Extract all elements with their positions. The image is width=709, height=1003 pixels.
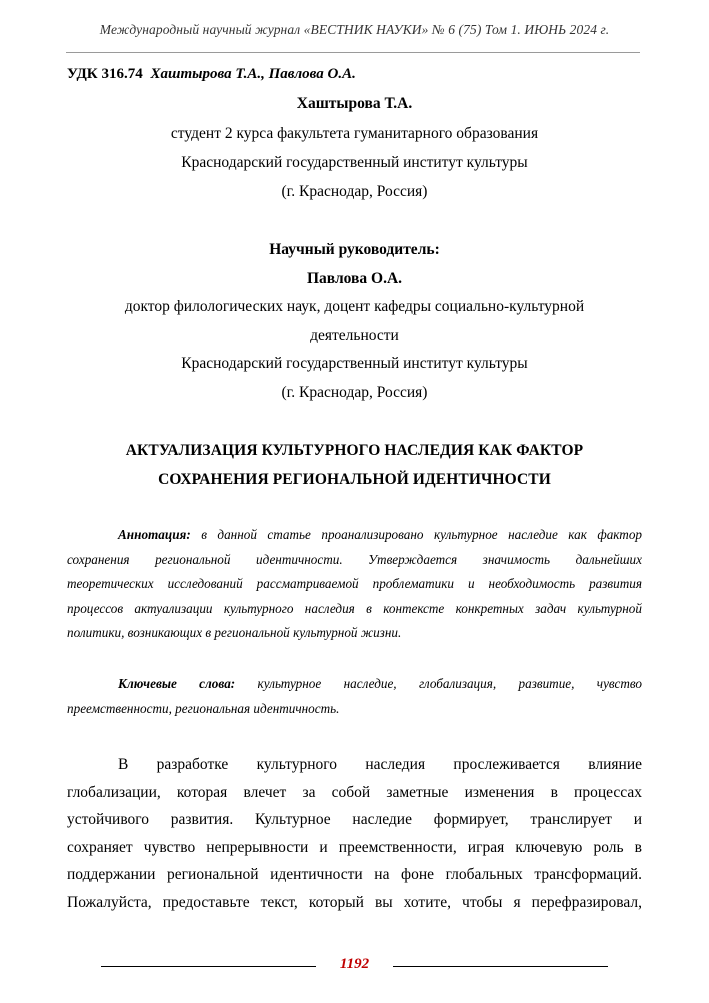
body-line: сохраняет чувство непрерывности и преемственности, играя ключевую роль в bbox=[67, 838, 642, 856]
author-name: Хаштырова Т.А. bbox=[296, 95, 413, 112]
body-line: В разработке культурного наследия прослеживается влияние bbox=[118, 756, 642, 773]
abstract-line: теоретических исследований рассматриваемой проблематики и необходимость развития bbox=[67, 576, 642, 591]
article-title-line-1: АКТУАЛИЗАЦИЯ КУЛЬТУРНОГО НАСЛЕДИЯ КАК ФАКТОР bbox=[125, 442, 584, 459]
body-line: Пожалуйста, предоставьте текст, который вы хотите, чтобы я перефразировал, bbox=[67, 893, 642, 911]
supervisor-institution: Краснодарский государственный институт культуры bbox=[181, 355, 528, 372]
body-line: устойчивого развития. Культурное наследие формирует, транслирует и bbox=[67, 811, 642, 828]
abstract-line: политики, возникающих в региональной культурной жизни. bbox=[67, 625, 402, 640]
page-number: 1192 bbox=[339, 956, 370, 972]
abstract-label: Аннотация: bbox=[118, 527, 191, 542]
author-position: студент 2 курса факультета гуманитарного образования bbox=[170, 125, 539, 142]
author-city: (г. Краснодар, Россия) bbox=[281, 183, 428, 200]
journal-header: Международный научный журнал «ВЕСТНИК НАУКИ» № 6 (75) Том 1. ИЮНЬ 2024 г. bbox=[99, 22, 610, 37]
udk-code: УДК 316.74 bbox=[67, 66, 143, 82]
abstract-line: сохранения региональной идентичности. Утверждается значимость дальнейших bbox=[67, 551, 642, 567]
abstract-line: Аннотация: в данной статье проанализировано культурное наследие как фактор bbox=[118, 527, 643, 542]
body-line: поддержании региональной идентичности на фоне глобальных трансформаций. bbox=[67, 866, 642, 883]
abstract bbox=[67, 523, 642, 646]
body-line: глобализации, которая влечет за собой заметные изменения в процессах bbox=[67, 783, 642, 801]
supervisor-position-line-1: доктор филологических наук, доцент кафедры социально-культурной bbox=[124, 298, 585, 315]
header-divider bbox=[66, 52, 640, 53]
udk-authors: Хаштырова Т.А., Павлова О.А. bbox=[150, 66, 356, 82]
udk-line bbox=[67, 66, 356, 83]
abstract-line: процессов актуализации культурного наследия в контексте конкретных задач культурной bbox=[67, 600, 642, 616]
keywords-line: преемственности, региональная идентичность. bbox=[67, 700, 340, 716]
body-paragraph bbox=[67, 751, 642, 916]
supervisor-position-line-2: деятельности bbox=[310, 327, 399, 344]
author-institution: Краснодарский государственный институт культуры bbox=[181, 154, 528, 171]
keywords-line: Ключевые слова: культурное наследие, глобализация, развитие, чувство bbox=[118, 676, 643, 691]
footer-rule-right bbox=[393, 966, 608, 967]
supervisor-name: Павлова О.А. bbox=[306, 270, 403, 287]
supervisor-city: (г. Краснодар, Россия) bbox=[281, 384, 428, 401]
keywords bbox=[67, 672, 642, 721]
article-title-line-2: СОХРАНЕНИЯ РЕГИОНАЛЬНОЙ ИДЕНТИЧНОСТИ bbox=[158, 471, 551, 488]
keywords-label: Ключевые слова: bbox=[118, 676, 236, 691]
supervisor-heading: Научный руководитель: bbox=[269, 241, 440, 258]
